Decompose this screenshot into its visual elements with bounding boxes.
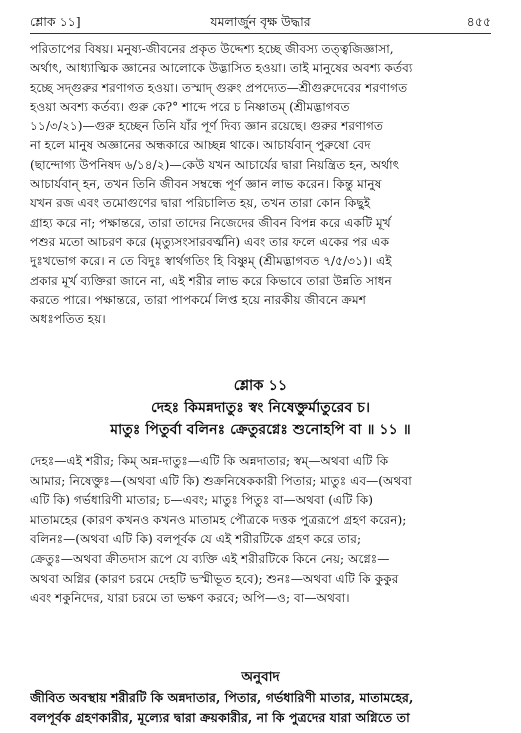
- sanskrit-verse: [30, 397, 491, 441]
- paragraph-line: হওয়া অবশ্য কর্তব্য। গুরু কে?° শাব্দে পরে চ নিষ্ণাতম্ (শ্রীমদ্ভাগবত: [30, 99, 350, 114]
- header-verse-ref: শ্লোক ১১]: [30, 14, 81, 29]
- synonym-line: বলিনঃ—(অথবা এটি কি) বলপূর্বক যে এই শরীরটিকে গ্রহণ করে তার;: [30, 532, 362, 547]
- header-divider: [30, 33, 491, 34]
- paragraph-line: পরিতাপের বিষয়। মনুষ্য-জীবনের প্রকৃত উদ্দেশ্য হচ্ছে জীবস্য তত্ত্বজিজ্ঞাসা,: [30, 42, 394, 56]
- purport-paragraph: [30, 40, 491, 329]
- paragraph-line: যখন রজ এবং তমোগুণের দ্বারা পরিচালিত হয়, তখন তারা কোন কিছুই: [30, 196, 371, 211]
- word-meanings: [30, 452, 491, 609]
- header-chapter-title: যমলার্জুন বৃক্ষ উদ্ধার: [210, 14, 311, 29]
- verse-heading: শ্লোক ১১: [233, 377, 288, 394]
- paragraph-line: অর্থাৎ, আধ্যাত্মিক জ্ঞানের আলোকে উদ্ভাসিত হওয়া। তাই মানুষের অবশ্য কর্তব্য: [30, 61, 413, 76]
- synonym-line: এটি কি) গর্ভধারিণী মাতার; চ—এবং; মাতুঃ পিতুঃ বা—অথবা (এটি কি): [30, 493, 374, 508]
- paragraph-line: হচ্ছে সদ্গুরুর শরণাগত হওয়া। তস্মাদ্ গুরুং প্রপদ্যেত—শ্রীগুরুদেবের শরণাগত: [30, 80, 408, 95]
- page-number: ৪৫৫: [466, 14, 491, 29]
- synonym-line: ক্রেতুঃ—অথবা ক্রীতদাস রূপে যে ব্যক্তি এই শরীরটিকে কিনে নেয়; অগ্নেঃ—: [30, 551, 390, 566]
- synonym-line: দেহঃ—এই শরীর; কিম্ অন্ন-দাতুঃ—এটি কি অন্নদাতার; স্বম্—অথবা এটি কি: [30, 454, 389, 468]
- translation-heading: অনুবাদ: [241, 669, 280, 685]
- synonym-line: এবং শকুনিদের, যারা চরমে তা ভক্ষণ করবে; অপি—ও; বা—অথবা।: [30, 591, 350, 606]
- paragraph-line: প্রকার মূর্খ ব্যক্তিরা জানে না, এই শরীর লাভ করে কিভাবে তারা উন্নতি সাধন: [30, 273, 392, 288]
- synonym-line: আমার; নিষেক্তুঃ—(অথবা এটি কি) শুক্রনিষেককারী পিতার; মাতুঃ এব—(অথবা: [30, 473, 412, 488]
- paragraph-line: আচার্যবান্ হন, তখন তিনি জীবন সম্বন্ধে পূর্ণ জ্ঞান লাভ করেন। কিন্তু মানুষ: [30, 177, 382, 192]
- translation-text: [30, 688, 491, 727]
- translation-line: জীবিত অবস্থায় শরীরটি কি অন্নদাতার, পিতার, গর্ভধারিণী মাতার, মাতামহের,: [30, 690, 414, 705]
- translation-line: বলপূর্বক গ্রহণকারীর, মূল্যের দ্বারা ক্রয়কারীর, না কি পুত্রদের যারা অগ্নিতে তা: [30, 709, 410, 725]
- paragraph-line: অধঃপতিত হয়।: [30, 312, 106, 327]
- paragraph-line: গ্রাহ্য করে না; পক্ষান্তরে, তারা তাদের নিজেদের জীবন বিপন্ন করে একটি মূর্খ: [30, 215, 391, 230]
- verse-line: মাতুঃ পিতুর্বা বলিনঃ ক্রেতুরগ্নেঃ শুনোহপি বা ॥ ১১ ॥: [110, 422, 411, 438]
- page-header: [30, 12, 491, 34]
- paragraph-line: না হলে মানুষ অজ্ঞানের অন্ধকারে আচ্ছন্ন থাকে। আচার্যবান্ পুরুষো বেদ: [30, 138, 371, 153]
- paragraph-line: ১১/৩/২১)—গুরু হচ্ছেন তিনি যাঁর পূর্ণ দিব্য জ্ঞান রয়েছে। গুরুর শরণাগত: [30, 119, 384, 134]
- paragraph-line: করতে পারে। পক্ষান্তরে, তারা পাপকর্মে লিপ্ত হয়ে নারকীয় জীবনে ক্রমশ: [30, 292, 366, 307]
- paragraph-line: দুঃখভোগ করে। ন তে বিদুঃ স্বার্থগতিং হি বিষ্ণুম্ (শ্রীমদ্ভাগবত ৭/৫/৩১)। এই: [30, 254, 392, 269]
- synonym-line: অথবা অগ্নির (কারণ চরমে দেহটি ভস্মীভূত হবে); শুনঃ—অথবা এটি কি কুকুর: [30, 571, 399, 586]
- synonym-line: মাতামহের (কারণ কখনও কখনও মাতামহ পৌত্রকে দত্তক পুত্ররূপে গ্রহণ করেন);: [30, 512, 407, 527]
- verse-line: দেহঃ কিমন্নদাতুঃ স্বং নিষেক্তুর্মাতুরেব চ।: [150, 400, 371, 416]
- paragraph-line: পশুর মতো আচরণ করে (মৃত্যুসংসারবর্ত্মনি) এবং তার ফলে একের পর এক: [30, 234, 390, 249]
- paragraph-line: (ছান্দোগ্য উপনিষদ ৬/১৪/২)—কেউ যখন আচার্যের দ্বারা নিয়ন্ত্রিত হন, অর্থাৎ: [30, 157, 400, 172]
